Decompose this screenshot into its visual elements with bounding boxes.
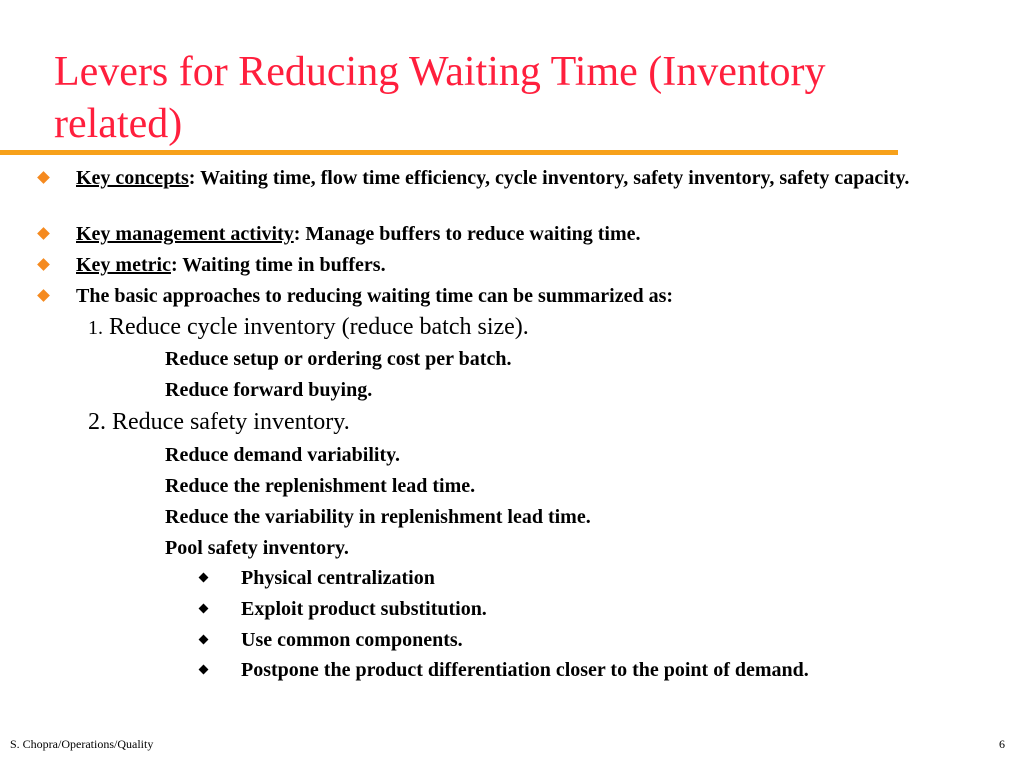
bullet-key-management-activity (76, 223, 996, 245)
step-label: Reduce cycle inventory (reduce batch size). (103, 314, 529, 340)
bullet-text: : Waiting time, flow time efficiency, cycle inventory, safety inventory, safety capacity. (188, 167, 910, 189)
bullet-text: The basic approaches to reducing waiting time can be summarized as: (76, 285, 674, 307)
slide-title: Levers for Reducing Waiting Time (Inventory related) (54, 49, 826, 147)
bullet-term: Key metric (76, 254, 171, 276)
orange-diamond-icon (37, 171, 50, 184)
pool-item (241, 567, 435, 590)
orange-diamond-icon (37, 289, 50, 302)
bullet-basic-approaches (76, 285, 996, 307)
step-1-heading (88, 314, 529, 341)
bullet-text: : Waiting time in buffers. (170, 254, 386, 276)
bullet-key-metric (76, 254, 996, 276)
step-2-item: Reduce the replenishment lead time. (165, 475, 476, 497)
pool-item-text: Exploit product substitution. (241, 598, 487, 620)
step-2-item: Reduce demand variability. (165, 444, 401, 466)
black-diamond-icon (199, 635, 209, 645)
step-label: Reduce safety inventory. (106, 409, 350, 435)
pool-item (241, 659, 809, 682)
step-2-item: Reduce the variability in replenishment lead time. (165, 506, 591, 528)
pool-item (241, 629, 463, 652)
black-diamond-icon (199, 665, 209, 675)
page-number: 6 (999, 737, 1005, 751)
step-1-item: Reduce forward buying. (165, 379, 373, 401)
pool-item (241, 598, 487, 621)
pool-item-text: Physical centralization (241, 567, 435, 589)
pool-item-text: Postpone the product differentiation closer to the point of demand. (241, 659, 809, 681)
black-diamond-icon (199, 604, 209, 614)
orange-diamond-icon (37, 227, 50, 240)
step-2-heading (88, 409, 350, 436)
bullet-term: Key management activity (76, 223, 294, 245)
step-number: 1. (88, 317, 103, 339)
bullet-text: : Manage buffers to reduce waiting time. (293, 223, 641, 245)
orange-diamond-icon (37, 258, 50, 271)
bullet-key-concepts (76, 167, 996, 189)
pool-item-text: Use common components. (241, 629, 463, 651)
footer-credit: S. Chopra/Operations/Quality (10, 737, 154, 751)
black-diamond-icon (199, 573, 209, 583)
step-1-item: Reduce setup or ordering cost per batch. (165, 348, 512, 370)
step-2-item: Pool safety inventory. (165, 537, 349, 559)
title-divider-rule (0, 150, 898, 155)
step-number: 2. (88, 409, 106, 435)
bullet-term: Key concepts (76, 167, 189, 189)
